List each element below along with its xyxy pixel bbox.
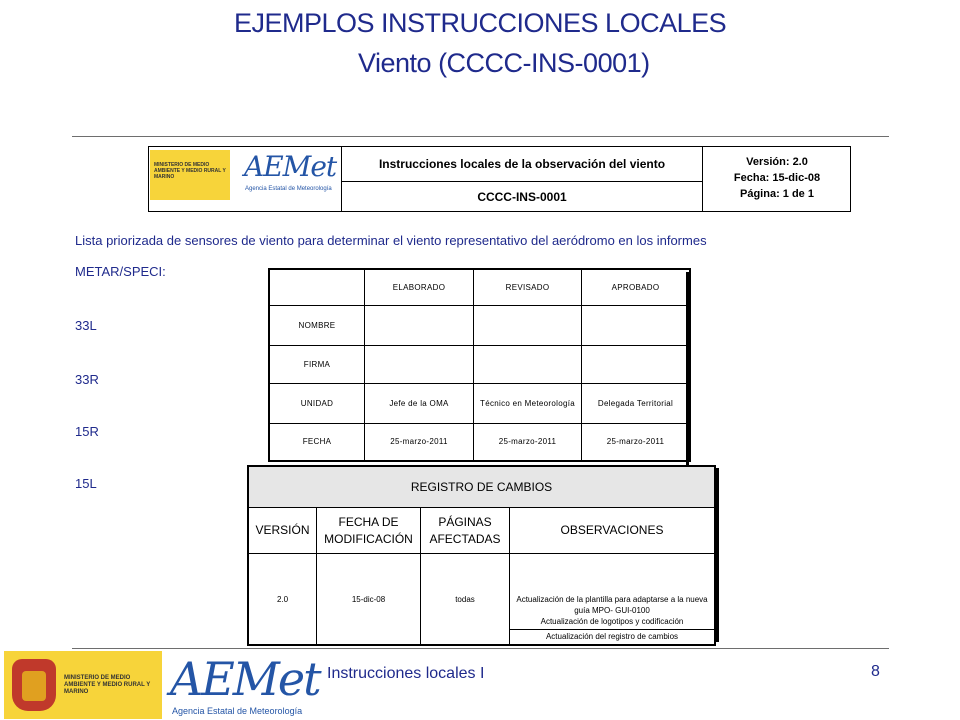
aemet-logo: AEMet <box>244 150 337 183</box>
approval-row-label: UNIDAD <box>269 383 365 423</box>
slide-title: EJEMPLOS INSTRUCCIONES LOCALES <box>234 8 727 38</box>
coat-of-arms-icon <box>12 659 56 711</box>
approval-cell <box>474 345 582 383</box>
slide-subtitle: Viento (CCCC-INS-0001) <box>358 48 650 78</box>
doc-page: Página: 1 de 1 <box>740 188 814 200</box>
approval-cell <box>365 345 474 383</box>
approval-row-label: FECHA <box>269 423 365 461</box>
aemet-logo-subtitle: Agencia Estatal de Meteorología <box>245 186 332 192</box>
ministerio-logo: MINISTERIO DE MEDIO AMBIENTE Y MEDIO RURAL Y MARINO <box>150 150 230 200</box>
changes-col-obs: OBSERVACIONES <box>510 508 716 554</box>
approval-cell: 25-marzo-2011 <box>582 423 691 461</box>
approval-header: ELABORADO <box>365 269 474 305</box>
approval-header: APROBADO <box>582 269 691 305</box>
aemet-logo-footer-subtitle: Agencia Estatal de Meteorología <box>172 706 303 716</box>
runway-item: 33L <box>75 318 97 333</box>
changes-table <box>247 465 716 646</box>
approval-cell: 25-marzo-2011 <box>365 423 474 461</box>
obs-line: Actualización de la plantilla para adaptarse a la nueva guía MPO- GUI-0100 <box>516 595 708 615</box>
doc-version-block <box>703 154 851 202</box>
changes-cell-paginas: todas <box>421 554 510 646</box>
page-number: 8 <box>871 663 880 680</box>
changes-title: REGISTRO DE CAMBIOS <box>248 466 715 508</box>
runway-item: 33R <box>75 372 99 387</box>
body-line-1: Lista priorizada de sensores de viento para determinar el viento representativo del aeródromo en los informes <box>75 233 707 248</box>
doc-version: Versión: 2.0 <box>746 156 808 168</box>
approval-corner <box>269 269 365 305</box>
ministerio-logo-footer: MINISTERIO DE MEDIO AMBIENTE Y MEDIO RURAL Y MARINO <box>4 651 162 719</box>
obs-line: Actualización del registro de cambios <box>510 629 714 642</box>
doc-code: CCCC-INS-0001 <box>342 182 703 212</box>
approval-cell <box>474 305 582 345</box>
changes-cell-obs <box>510 554 716 646</box>
approval-cell <box>582 305 691 345</box>
approval-cell: Delegada Territorial <box>582 383 691 423</box>
changes-table-shadow <box>716 468 719 642</box>
changes-col-version: VERSIÓN <box>248 508 317 554</box>
changes-cell-version: 2.0 <box>248 554 317 646</box>
approval-row-label: NOMBRE <box>269 305 365 345</box>
approval-table <box>268 268 691 462</box>
doc-date: Fecha: 15-dic-08 <box>733 172 821 184</box>
approval-cell <box>582 345 691 383</box>
approval-cell: 25-marzo-2011 <box>474 423 582 461</box>
top-divider <box>72 136 889 137</box>
runway-item: 15L <box>75 476 97 491</box>
changes-col-paginas: PÁGINAS AFECTADAS <box>421 508 510 554</box>
runway-item: 15R <box>75 424 99 439</box>
doc-title: Instrucciones locales de la observación del viento <box>342 146 703 182</box>
footer-title: Instrucciones locales I <box>327 665 485 682</box>
aemet-logo-footer: AEMet <box>170 652 320 706</box>
approval-cell: Jefe de la OMA <box>365 383 474 423</box>
approval-table-shadow <box>686 272 689 468</box>
changes-cell-fecha: 15-dic-08 <box>317 554 421 646</box>
approval-row-label: FIRMA <box>269 345 365 383</box>
approval-header: REVISADO <box>474 269 582 305</box>
body-line-2: METAR/SPECI: <box>75 264 166 279</box>
bottom-divider <box>72 648 889 649</box>
approval-cell: Técnico en Meteorología <box>474 383 582 423</box>
obs-line: Actualización de logotipos y codificación <box>540 617 684 626</box>
approval-cell <box>365 305 474 345</box>
changes-col-fecha: FECHA DE MODIFICACIÓN <box>317 508 421 554</box>
